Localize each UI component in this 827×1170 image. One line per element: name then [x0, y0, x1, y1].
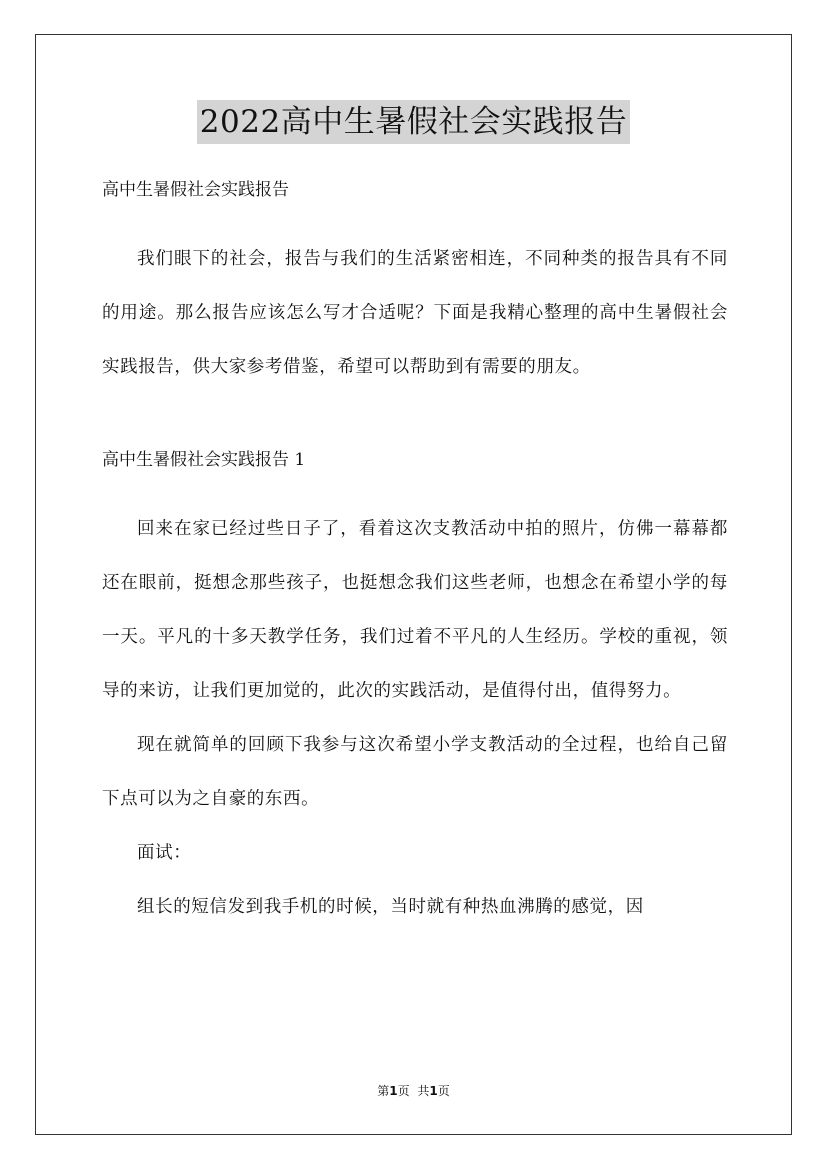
document-body	[102, 176, 728, 934]
body-paragraph: 组长的短信发到我手机的时候，当时就有种热血沸腾的感觉，因	[137, 897, 644, 917]
page-number: 1	[389, 1084, 398, 1098]
intro-paragraph: 我们眼下的社会，报告与我们的生活紧密相连，不同种类的报告具有不同的用途。那么报告应该怎么写才合适呢？下面是我精心整理的高中生暑假社会实践报告，供大家参考借鉴，希望可以帮助到有需要的朋友。	[102, 249, 728, 377]
document-title	[0, 100, 827, 144]
total-pages: 1	[429, 1084, 438, 1098]
page-suffix: 页	[397, 1084, 410, 1098]
body-paragraph: 面试：	[137, 843, 192, 863]
page-footer	[0, 1083, 827, 1099]
document-title-text: 2022高中生暑假社会实践报告	[197, 100, 630, 144]
section-heading: 高中生暑假社会实践报告 1	[102, 450, 306, 470]
body-paragraph: 现在就简单的回顾下我参与这次希望小学支教活动的全过程，也给自己留下点可以为之自豪的东西。	[102, 735, 728, 809]
total-suffix: 页	[437, 1084, 450, 1098]
body-paragraph: 回来在家已经过些日子了，看着这次支教活动中拍的照片，仿佛一幕幕都还在眼前，挺想念那些孩子，也挺想念我们这些老师，也想念在希望小学的每一天。平凡的十多天教学任务，我们过着不平凡的人生经历。学校的重视，领导的来访，让我们更加觉的，此次的实践活动，是值得付出，值得努力。	[102, 519, 728, 701]
intro-heading: 高中生暑假社会实践报告	[102, 180, 289, 200]
page-prefix: 第	[377, 1084, 390, 1098]
total-prefix: 共	[417, 1084, 430, 1098]
